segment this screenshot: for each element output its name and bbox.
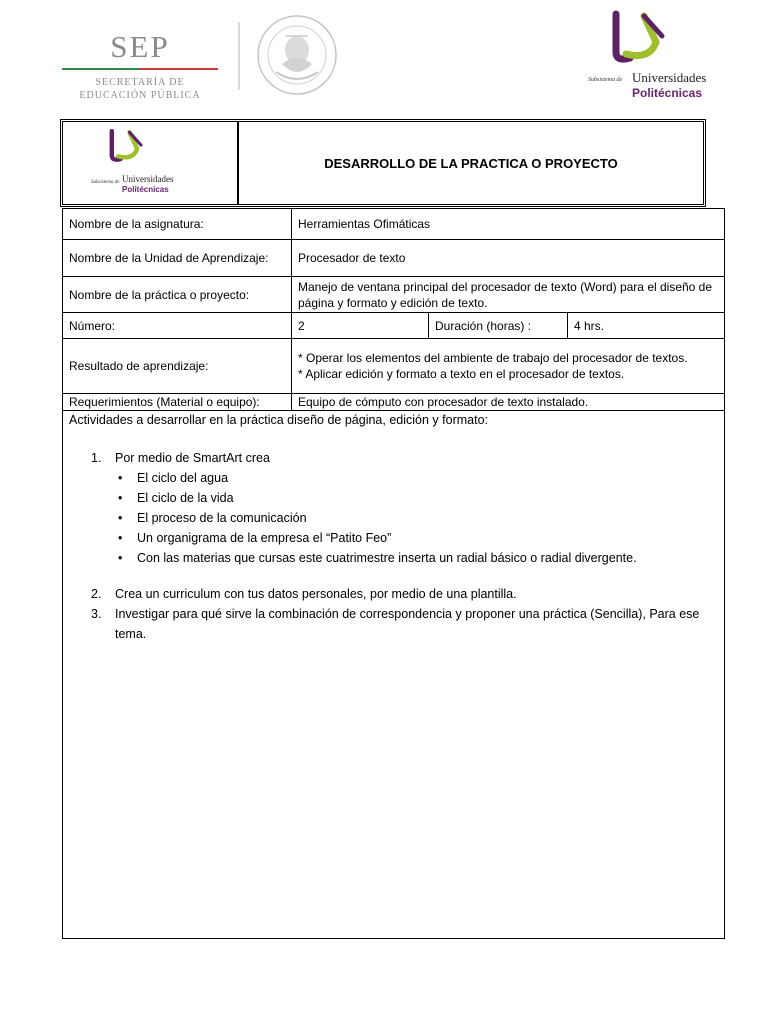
requerimientos-value-cell — [291, 393, 725, 411]
sep-logo-subtitle-2: EDUCACIÓN PÚBLICA — [79, 90, 201, 101]
up-logo-mark-small-icon — [108, 127, 146, 163]
activity-text: Investigar para qué sirve la combinación de correspondencia y proponer una práctica (Sencilla), Para ese tema. — [115, 607, 700, 641]
duracion-label-cell — [428, 312, 568, 339]
numero-label: Número: — [69, 318, 116, 333]
sep-logo-subtitle-1: SECRETARÍA DE — [95, 77, 185, 88]
activities-list — [91, 448, 712, 644]
activities-heading: Actividades a desarrollar en la práctica diseño de página, edición y formato: — [69, 413, 488, 427]
activity-item — [91, 448, 712, 584]
activity-subitem: • El proceso de la comunicación — [115, 508, 712, 528]
activity-subitem: • Un organigrama de la empresa el “Patito Feo” — [115, 528, 712, 548]
resultado-value-cell — [291, 338, 725, 394]
up-logo-name-bold: Politécnicas — [632, 86, 703, 100]
title-logo-name: Universidades — [122, 174, 174, 184]
unidad-value: Procesador de texto — [298, 251, 406, 265]
requerimientos-label-cell — [62, 393, 292, 411]
activity-subitem: • El ciclo del agua — [115, 468, 712, 488]
resultado-label-cell — [62, 338, 292, 394]
unidad-value-cell — [291, 239, 725, 277]
activity-text: Por medio de SmartArt crea — [115, 451, 270, 465]
activity-sublist — [115, 468, 712, 568]
title-logo-cell — [63, 122, 239, 204]
asignatura-label: Nombre de la asignatura: — [69, 217, 204, 231]
sep-logo-title: SEP — [110, 29, 170, 64]
universidades-politecnicas-logo — [586, 8, 716, 104]
duracion-value-cell — [567, 312, 725, 339]
resultado-label: Resultado de aprendizaje: — [69, 359, 209, 373]
activity-text: Crea un curriculum con tus datos personales, por medio de una plantilla. — [115, 587, 517, 601]
title-box — [60, 119, 706, 207]
document-title: DESARROLLO DE LA PRACTICA O PROYECTO — [324, 155, 618, 171]
unidad-label-cell — [62, 239, 292, 277]
practica-label-cell — [62, 276, 292, 313]
activity-number: 3. — [91, 607, 102, 621]
sep-logo-lines — [62, 66, 218, 73]
title-logo-prefix: Subsistema de — [91, 180, 120, 185]
requerimientos-value: Equipo de cómputo con procesador de texto instalado. — [298, 395, 589, 409]
up-logo-prefix: Subsistema de — [588, 77, 623, 83]
asignatura-label-cell — [62, 208, 292, 240]
activity-item — [91, 604, 712, 644]
unidad-label: Nombre de la Unidad de Aprendizaje: — [69, 251, 269, 265]
resultado-value-1: * Operar los elementos del ambiente de trabajo del procesador de textos. — [298, 351, 688, 365]
requerimientos-label: Requerimientos (Material o equipo): — [69, 395, 260, 409]
activity-item — [91, 584, 712, 604]
activity-subitem: • El ciclo de la vida — [115, 488, 712, 508]
practica-value: Manejo de ventana principal del procesador de texto (Word) para el diseño de página y formato y edición de texto. — [298, 279, 713, 310]
activity-number: 1. — [91, 451, 102, 465]
numero-value: 2 — [298, 318, 305, 333]
practica-label: Nombre de la práctica o proyecto: — [69, 287, 250, 302]
title-logo-name-bold: Politécnicas — [122, 185, 169, 194]
resultado-value-2: * Aplicar edición y formato a texto en el procesador de textos. — [298, 367, 625, 381]
duracion-value: 4 hrs. — [574, 318, 605, 333]
duracion-label: Duración (horas) : — [435, 318, 532, 333]
up-logo-name: Universidades — [632, 70, 707, 85]
asignatura-value: Herramientas Ofimáticas — [298, 217, 431, 231]
numero-value-cell — [291, 312, 429, 339]
activity-number: 2. — [91, 587, 102, 601]
asignatura-value-cell — [291, 208, 725, 240]
numero-label-cell — [62, 312, 292, 339]
practica-value-cell — [291, 276, 725, 313]
activities-box — [62, 410, 725, 939]
mexico-seal-icon — [256, 12, 338, 98]
activity-subitem: • Con las materias que cursas este cuatrimestre inserta un radial básico o radial divergente. — [115, 548, 712, 568]
sep-logo — [62, 18, 218, 100]
header-divider — [238, 22, 240, 90]
up-logo-mark-icon — [610, 8, 670, 64]
